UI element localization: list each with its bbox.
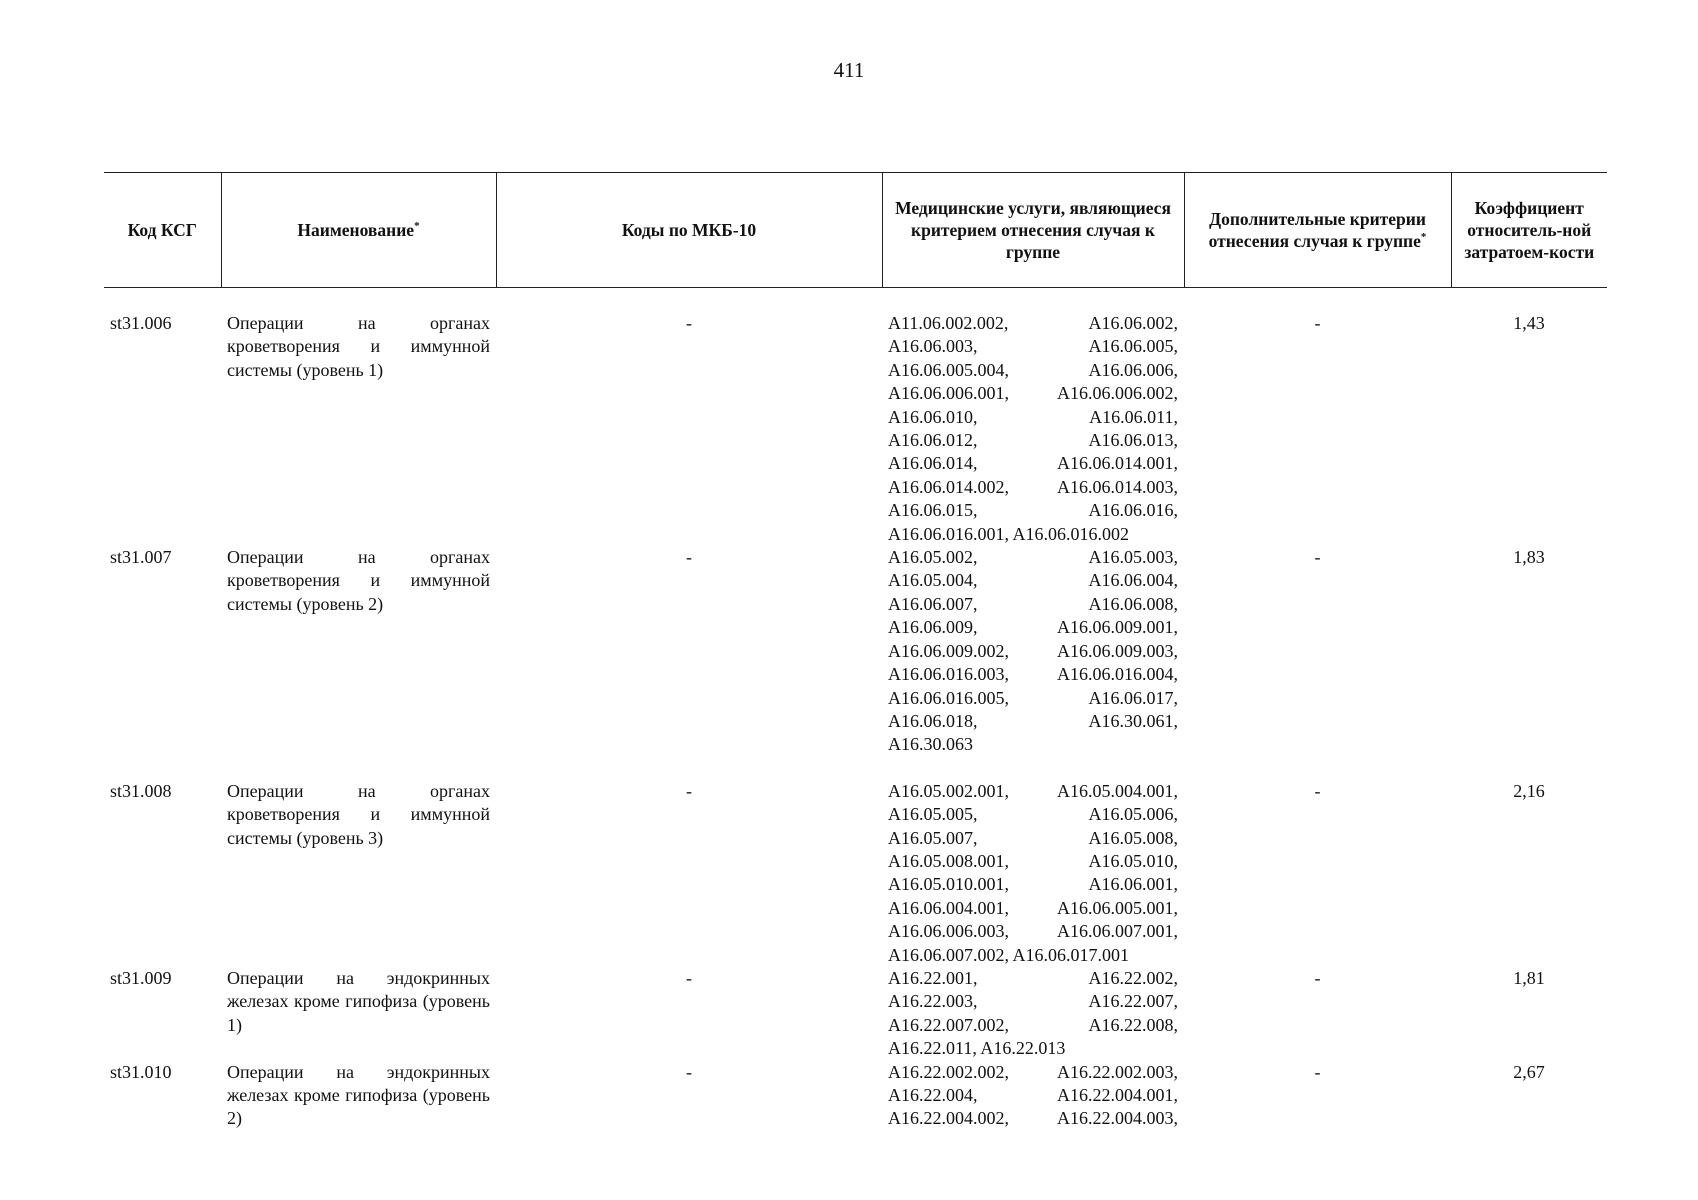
ksg-table <box>104 172 1607 1131</box>
medical-services <box>882 546 1184 780</box>
service-code: A16.06.018, <box>888 710 978 731</box>
header-criteria: Дополнительные критерии отнесения случая к группе* <box>1184 173 1451 288</box>
cost-coefficient: 1,43 <box>1513 313 1545 333</box>
service-code: A16.05.002, <box>888 547 978 568</box>
service-line <box>888 476 1178 499</box>
service-code: A16.05.008, <box>1088 827 1178 848</box>
service-code: A16.06.007.002, A16.06.017.001 <box>888 944 1130 965</box>
service-code: A16.06.014.001, <box>1057 453 1178 474</box>
service-line <box>888 803 1178 826</box>
service-line <box>888 1061 1178 1084</box>
ksg-code: st31.010 <box>110 1061 172 1082</box>
service-line <box>888 687 1178 710</box>
service-code: A16.06.010, <box>888 406 978 427</box>
table-header-row <box>104 173 1607 288</box>
page-number: 411 <box>833 58 865 82</box>
service-code: A16.06.001, <box>1088 874 1178 895</box>
table-row <box>104 780 1607 967</box>
mkb-codes: - <box>686 1061 692 1082</box>
service-code: A16.06.017, <box>1088 687 1178 708</box>
header-services: Медицинские услуги, являющиеся критерием отнесения случая к группе <box>882 173 1184 288</box>
service-code: A16.06.011, <box>1089 406 1178 427</box>
service-line <box>888 967 1178 990</box>
additional-criteria: - <box>1314 547 1321 568</box>
service-code: A11.06.002.002, <box>888 313 1009 333</box>
service-code: A16.05.010.001, <box>888 874 1009 895</box>
service-code: A16.22.004.002, <box>888 1108 1009 1129</box>
service-code: A16.06.014.003, <box>1057 476 1178 497</box>
service-line <box>888 523 1178 546</box>
ksg-name: Операции на эндокринных железах кроме гипофиза (уровень 1) <box>227 967 490 1035</box>
cost-coefficient: 2,67 <box>1513 1061 1545 1082</box>
service-line <box>888 499 1178 522</box>
service-code: A16.05.010, <box>1088 850 1178 871</box>
additional-criteria: - <box>1314 967 1321 988</box>
service-code: A16.22.007.002, <box>888 1014 1009 1035</box>
service-code: A16.05.008.001, <box>888 850 1009 871</box>
service-line <box>888 897 1178 920</box>
service-line <box>888 1014 1178 1037</box>
mkb-codes: - <box>686 967 692 988</box>
service-line <box>888 990 1178 1013</box>
service-code: A16.22.002.003, <box>1057 1061 1178 1082</box>
service-line <box>888 406 1178 429</box>
header-mkb: Коды по МКБ-10 <box>496 173 882 288</box>
service-code: A16.06.016.005, <box>888 687 1009 708</box>
cost-coefficient: 2,16 <box>1513 780 1545 801</box>
table-row <box>104 546 1607 780</box>
service-code: A16.30.063 <box>888 734 973 755</box>
header-spacer <box>104 288 1607 313</box>
service-line <box>888 920 1178 943</box>
mkb-codes: - <box>686 780 692 801</box>
medical-services <box>882 1061 1184 1131</box>
service-line <box>888 616 1178 639</box>
additional-criteria: - <box>1314 313 1321 333</box>
service-code: A16.06.015, <box>888 500 978 521</box>
ksg-name: Операции на органах кроветворения и иммунной системы (уровень 2) <box>227 547 490 614</box>
service-code: A16.06.006.003, <box>888 921 1009 942</box>
service-code: A16.22.011, A16.22.013 <box>888 1038 1066 1059</box>
footnote-mark: * <box>414 220 420 233</box>
service-code: A16.06.005.004, <box>888 359 1009 380</box>
header-coef: Коэффициент относитель-ной затратоем-кости <box>1451 173 1607 288</box>
service-code: A16.06.013, <box>1088 430 1178 451</box>
service-code: A16.06.006.002, <box>1057 383 1178 404</box>
service-code: A16.05.002.001, <box>888 780 1009 801</box>
service-code: A16.06.009.003, <box>1057 640 1178 661</box>
service-code: A16.06.004.001, <box>888 897 1009 918</box>
service-line <box>888 546 1178 569</box>
service-code: A16.22.002, <box>1088 967 1178 988</box>
service-code: A16.06.006, <box>1088 359 1178 380</box>
table-body <box>104 288 1607 1131</box>
service-code: A16.06.005, <box>1088 336 1178 357</box>
mkb-codes: - <box>686 313 692 333</box>
service-line <box>888 359 1178 382</box>
service-code: A16.05.003, <box>1088 547 1178 568</box>
service-line <box>888 1037 1178 1060</box>
service-code: A16.06.012, <box>888 430 978 451</box>
cost-coefficient: 1,81 <box>1513 967 1545 988</box>
service-code: A16.06.009.001, <box>1057 617 1178 638</box>
service-code: A16.06.002, <box>1088 313 1178 333</box>
service-code: A16.06.003, <box>888 336 978 357</box>
service-line <box>888 312 1178 335</box>
table-row <box>104 967 1607 1061</box>
medical-services <box>882 967 1184 1061</box>
ksg-code: st31.008 <box>110 780 172 801</box>
service-line <box>888 733 1178 756</box>
service-code: A16.05.004.001, <box>1057 780 1178 801</box>
service-line <box>888 593 1178 616</box>
ksg-code: st31.009 <box>110 967 172 988</box>
service-code: A16.22.008, <box>1088 1014 1178 1035</box>
service-code: A16.06.016.001, A16.06.016.002 <box>888 523 1130 544</box>
additional-criteria: - <box>1314 1061 1321 1082</box>
cost-coefficient: 1,83 <box>1513 547 1545 568</box>
service-line <box>888 827 1178 850</box>
service-code: A16.30.061, <box>1088 710 1178 731</box>
mkb-codes: - <box>686 547 692 568</box>
service-code: A16.06.007, <box>888 593 978 614</box>
service-line <box>888 1084 1178 1107</box>
service-code: A16.05.004, <box>888 570 978 591</box>
service-code: A16.06.004, <box>1088 570 1178 591</box>
service-code: A16.06.009, <box>888 617 978 638</box>
footnote-mark: * <box>1420 231 1427 244</box>
service-code: A16.06.016.003, <box>888 664 1009 685</box>
service-code: A16.22.003, <box>888 991 978 1012</box>
ksg-name: Операции на органах кроветворения и иммунной системы (уровень 3) <box>227 780 490 848</box>
service-code: A16.05.007, <box>888 827 978 848</box>
service-line <box>888 1107 1178 1130</box>
service-line <box>888 850 1178 873</box>
service-line <box>888 335 1178 358</box>
service-line <box>888 429 1178 452</box>
ksg-name: Операции на органах кроветворения и иммунной системы (уровень 1) <box>227 313 490 380</box>
service-line <box>888 640 1178 663</box>
service-line <box>888 873 1178 896</box>
header-name: Наименование* <box>221 173 496 288</box>
service-code: A16.06.014.002, <box>888 476 1009 497</box>
header-code: Код КСГ <box>104 173 221 288</box>
service-line <box>888 780 1178 803</box>
service-code: A16.06.016, <box>1088 500 1178 521</box>
service-code: A16.22.001, <box>888 967 978 988</box>
medical-services <box>882 312 1184 546</box>
service-line <box>888 710 1178 733</box>
service-line <box>888 452 1178 475</box>
ksg-code: st31.006 <box>110 313 172 333</box>
service-code: A16.06.007.001, <box>1057 921 1178 942</box>
table-row <box>104 312 1607 546</box>
service-line <box>888 569 1178 592</box>
service-code: A16.22.004.001, <box>1057 1085 1178 1105</box>
service-code: A16.22.002.002, <box>888 1061 1009 1082</box>
service-line <box>888 944 1178 967</box>
service-code: A16.06.014, <box>888 453 978 474</box>
medical-services <box>882 780 1184 967</box>
service-code: A16.06.016.004, <box>1057 664 1178 685</box>
ksg-code: st31.007 <box>110 547 172 568</box>
service-code: A16.22.004.003, <box>1057 1108 1178 1129</box>
service-code: A16.06.009.002, <box>888 640 1009 661</box>
service-code: A16.05.005, <box>888 804 978 825</box>
service-line <box>888 663 1178 686</box>
service-code: A16.06.006.001, <box>888 383 1009 404</box>
service-code: A16.06.005.001, <box>1057 897 1178 918</box>
service-code: A16.06.008, <box>1088 593 1178 614</box>
service-code: A16.22.004, <box>888 1085 978 1105</box>
ksg-name: Операции на эндокринных железах кроме гипофиза (уровень 2) <box>227 1061 490 1129</box>
table-row <box>104 1061 1607 1131</box>
additional-criteria: - <box>1314 780 1321 801</box>
service-line <box>888 382 1178 405</box>
service-code: A16.05.006, <box>1088 804 1178 825</box>
service-code: A16.22.007, <box>1088 991 1178 1012</box>
